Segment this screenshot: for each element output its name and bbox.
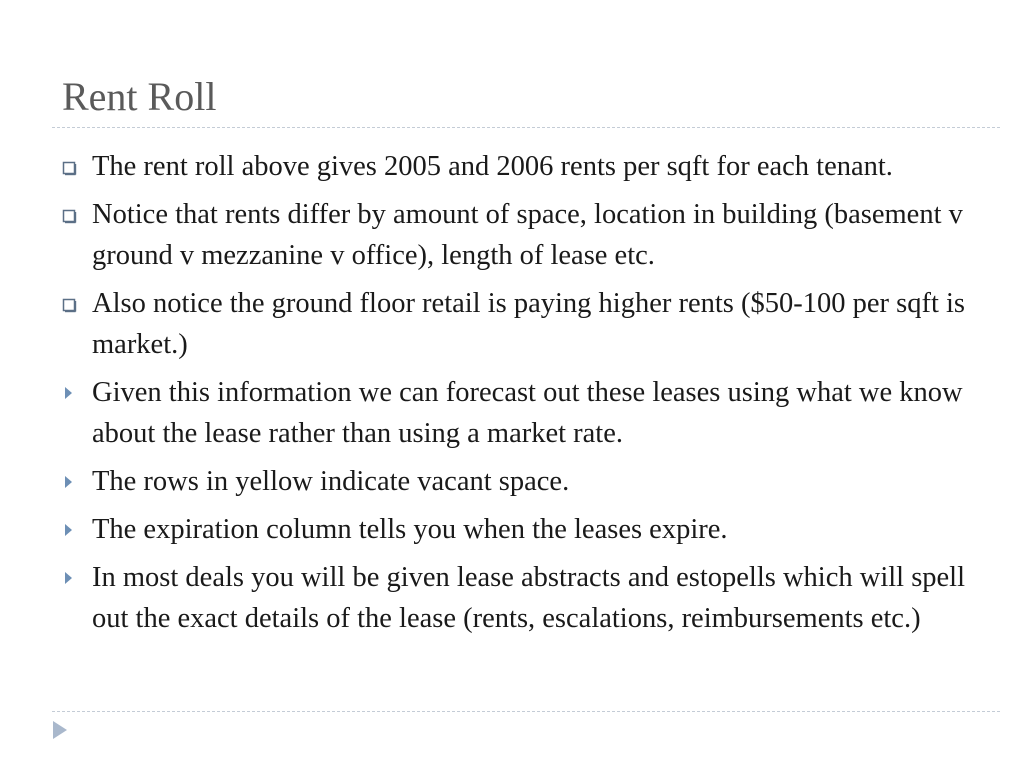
bullet-item bbox=[60, 194, 970, 276]
bullet-text: The expiration column tells you when the leases expire. bbox=[92, 514, 728, 545]
bullet-text: Given this information we can forecast out these leases using what we know about the lease rather than using a market rate. bbox=[92, 377, 963, 449]
bullet-text: Notice that rents differ by amount of space, location in building (basement v ground v mezzanine v office), length of lease etc. bbox=[92, 199, 963, 271]
slide-title: Rent Roll bbox=[62, 74, 217, 119]
bullet-item bbox=[60, 372, 970, 454]
bullet-text: Also notice the ground floor retail is paying higher rents ($50-100 per sqft is market.) bbox=[92, 288, 966, 360]
bullet-text: The rent roll above gives 2005 and 2006 rents per sqft for each tenant. bbox=[92, 151, 893, 182]
nav-triangle-icon[interactable] bbox=[51, 719, 69, 741]
square-bullet-icon bbox=[62, 146, 82, 187]
square-bullet-icon bbox=[62, 194, 82, 235]
title-divider bbox=[52, 127, 1000, 128]
triangle-bullet-icon bbox=[62, 461, 82, 502]
bullet-item bbox=[60, 461, 970, 502]
triangle-bullet-icon bbox=[62, 509, 82, 550]
bullet-text: In most deals you will be given lease abstracts and estopells which will spell out the exact details of the lease (rents, escalations, reimbursements etc.) bbox=[92, 562, 966, 634]
bullet-text: The rows in yellow indicate vacant space. bbox=[92, 466, 570, 497]
bullet-list bbox=[60, 146, 970, 646]
triangle-bullet-icon bbox=[62, 372, 82, 413]
bullet-item bbox=[60, 146, 970, 187]
square-bullet-icon bbox=[62, 283, 82, 324]
bullet-item bbox=[60, 509, 970, 550]
footer-divider bbox=[52, 711, 1000, 712]
triangle-bullet-icon bbox=[62, 557, 82, 598]
bullet-item bbox=[60, 283, 970, 365]
bullet-item bbox=[60, 557, 970, 639]
